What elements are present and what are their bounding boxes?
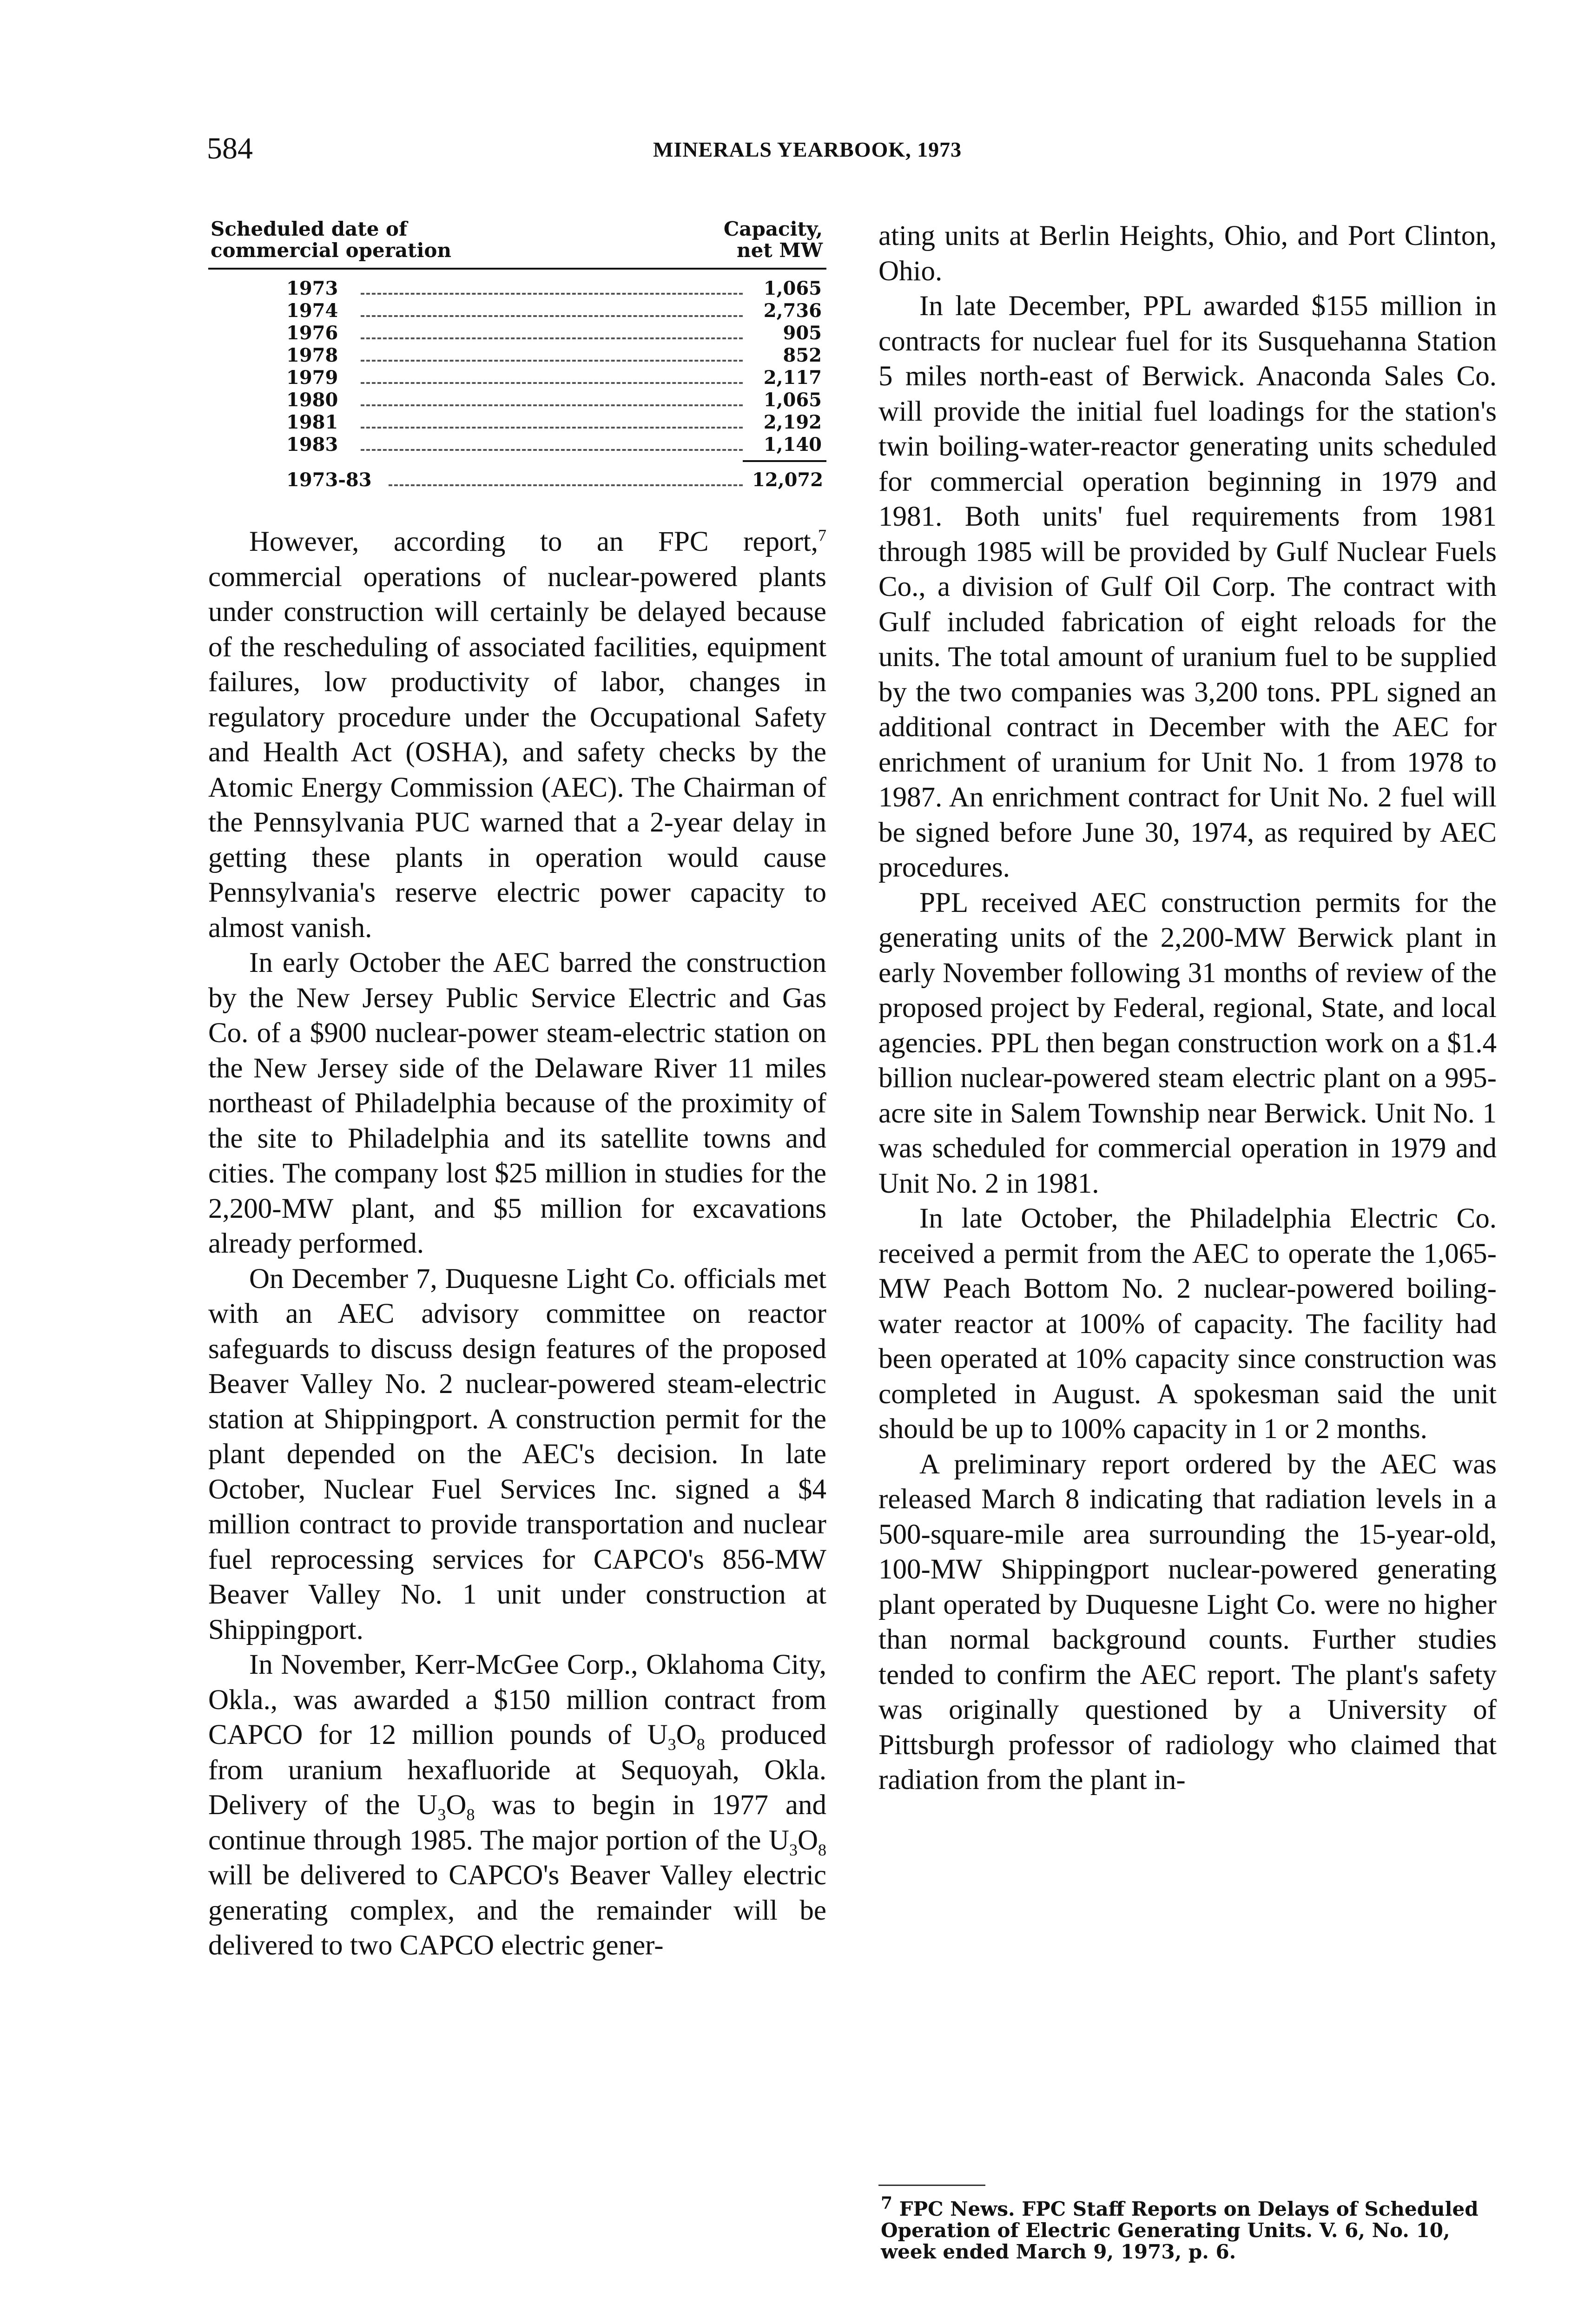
table-row: 1979 2,117 [286,367,822,389]
table-row: 1981 2,192 [286,411,822,433]
paragraph: In November, Kerr-McGee Corp., Oklahoma City, Okla., was awarded a $150 million contract from CAPCO for 12 million pounds of $U_3O_8$ produced from uranium hexafluoride at Sequoyah, Okla. Delivery of the $U_3O_8$ was to begin in 1977 and continue through 1985. The major portion of the $U_3O_8$ will be delivered to CAPCO's Beaver Valley electric generating complex, and the remainder will be delivered to two CAPCO electric gener- [208,1649,826,1961]
footnote-rule [878,2185,985,2186]
table-total-row: 1973-83 12,072 [286,469,824,491]
footnote-reference: 7 [818,526,826,545]
page-number: 584 [207,132,253,165]
paragraph: A preliminary report ordered by the AEC was released March 8 indicating that radiation levels in a 500-square-mile area surrounding the 15-year-old, 100-MW Shippingport nuclear-powered generating plant operated by Duquesne Light Co. were no higher than normal background counts. Further studies tended to confirm the AEC report. The plant's safety was originally questioned by a University of Pittsburgh professor of radiology who claimed that radiation from the plant in- [878,1448,1497,1796]
paragraph: However, according to an FPC report,$^7$ commercial operations of nuclear-powered plants under construction will certainly be delayed because of the rescheduling of associated facilities, equipment failures, low productivity of labor, changes in regulatory procedure under the Occupational Safety and Health Act (OSHA), and safety checks by the Atomic Energy Commission (AEC). The Chairman of the Pennsylvania PUC warned that a 2-year delay in getting these plants in operation would cause Pennsylvania's reserve electric power capacity to almost vanish. [208,526,826,944]
footnote-marker: 7 [881,2193,893,2213]
running-title: MINERALS YEARBOOK, 1973 [653,138,962,161]
paragraph: In late December, PPL awarded $155 million in contracts for nuclear fuel for its Susquehanna Station 5 miles north-east of Berwick. Anaconda Sales Co. will provide the initial fuel loadings for the station's twin boiling-water-reactor generating units scheduled for commercial operation beginning in 1979 and 1981. Both units' fuel requirements from 1981 through 1985 will be provided by Gulf Nuclear Fuels Co., a division of Gulf Oil Corp. The contract with Gulf included fabrication of eight reloads for the units. The total amount of uranium fuel to be supplied by the two companies was 3,200 tons. PPL signed an additional contract in December with the AEC for enrichment of uranium for Unit No. 1 from 1978 to 1987. An enrichment contract for Unit No. 2 fuel will be signed before June 30, 1974, as required by AEC procedures. [878,290,1497,883]
paragraph: On December 7, Duquesne Light Co. officials met with an AEC advisory committee on reactor safeguards to discuss design features of the proposed Beaver Valley No. 2 nuclear-powered steam-electric station at Shippingport. A construction permit for the plant depended on the AEC's decision. In late October, Nuclear Fuel Services Inc. signed a $4 million contract to provide transportation and nuclear fuel reprocessing services for CAPCO's 856-MW Beaver Valley No. 1 unit under construction at Shippingport. [208,1263,826,1645]
table-row: 1974 2,736 [286,300,822,322]
paragraph: In late October, the Philadelphia Electric Co. received a permit from the AEC to operate the 1,065-MW Peach Bottom No. 2 nuclear-powered boiling-water reactor at 100% of capacity. The facility had been operated at 10% capacity since construction was completed in August. A spokesman said the unit should be up to 100% capacity in 1 or 2 months. [878,1203,1497,1445]
paragraph: PPL received AEC construction permits for the generating units of the 2,200-MW Berwick plant in early November following 31 months of review of the proposed project by Federal, regional, State, and local agencies. PPL then began construction work on a $1.4 billion nuclear-powered steam electric plant on a 995-acre site in Salem Township near Berwick. Unit No. 1 was scheduled for commercial operation in 1979 and Unit No. 2 in 1981. [878,887,1497,1199]
footnote: $^7$ FPC News. FPC Staff Reports on Delays of Scheduled Operation of Electric Generating Units. V. 6, No. 10, week ended March 9, 1973, p. 6. [881,2193,1479,2263]
table-row: 1983 1,140 [286,434,822,456]
paragraph: In early October the AEC barred the construction by the New Jersey Public Service Electric and Gas Co. of a $900 nuclear-power steam-electric station on the New Jersey side of the Delaware River 11 miles northeast of Philadelphia because of the proximity of the site to Philadelphia and its satellite towns and cities. The company lost $25 million in studies for the 2,200-MW plant, and $5 million for excavations already performed. [208,947,826,1259]
table-row: 1973 1,065 [286,277,822,299]
table-header-date: Scheduled date of commercial operation [211,218,451,262]
table-header [208,218,826,270]
capacity-table [208,218,826,496]
paragraph: ating units at Berlin Heights, Ohio, and Port Clinton, Ohio. [878,220,1497,287]
table-body [208,270,826,496]
table-row: 1978 852 [286,344,822,366]
left-column [208,218,826,1963]
table-header-capacity: Capacity, net MW [723,218,823,262]
table-row: 1980 1,065 [286,389,822,411]
right-column [878,218,1497,1798]
table-row: 1976 905 [286,322,822,344]
